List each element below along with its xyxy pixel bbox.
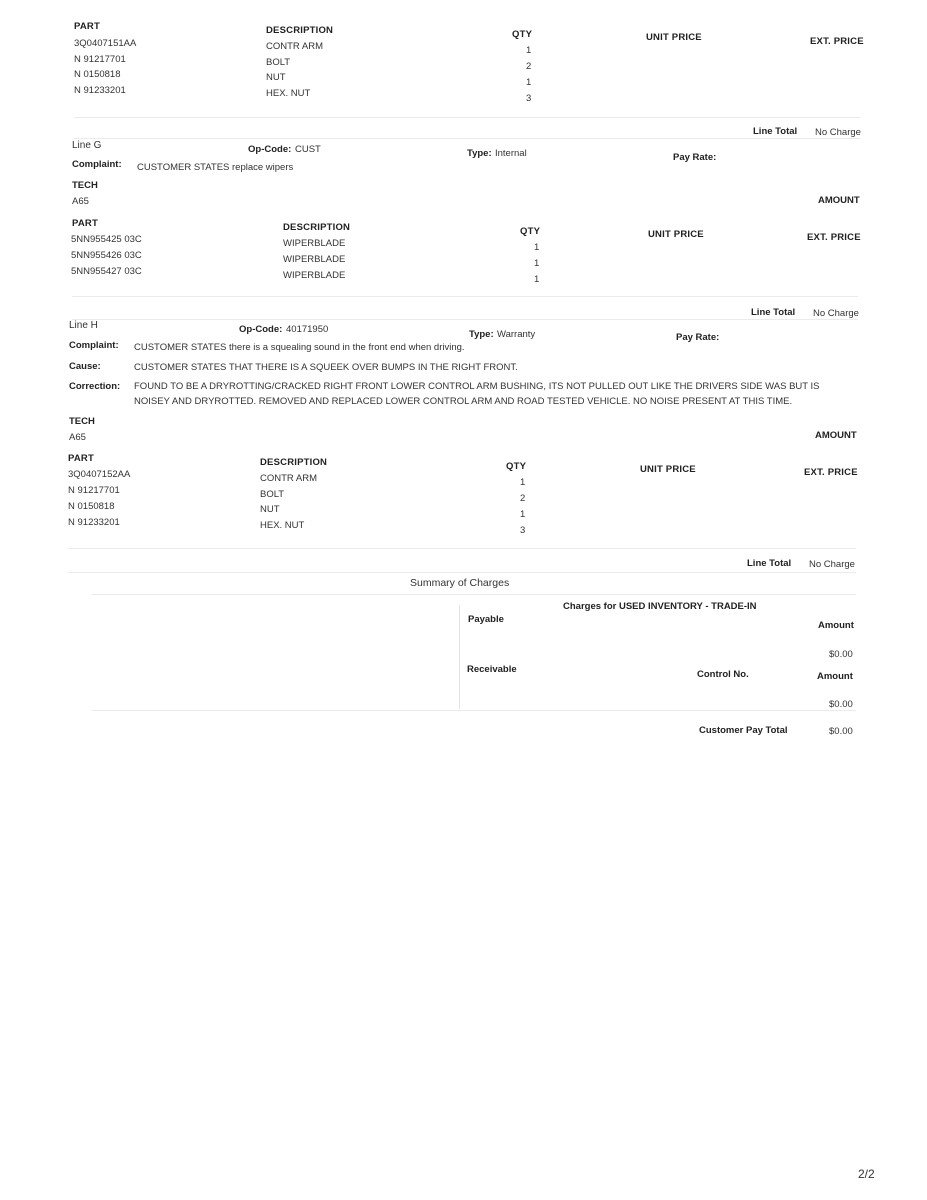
part-description: BOLT xyxy=(260,489,285,500)
qty-header: QTY xyxy=(512,29,533,40)
part-header: PART xyxy=(68,453,94,464)
correction-text-line-1: FOUND TO BE A DRYROTTING/CRACKED RIGHT FRONT LOWER CONTROL ARM BUSHING, ITS NOT PULLED OUT LIKE THE DRIVERS SIDE WAS BUT IS xyxy=(134,381,820,392)
part-description: NUT xyxy=(266,72,286,83)
receivable-amount-label: Amount xyxy=(817,671,853,682)
part-qty: 2 xyxy=(520,493,526,504)
qty-header: QTY xyxy=(520,226,541,237)
receivable-amount: $0.00 xyxy=(829,699,853,710)
part-description: WIPERBLADE xyxy=(283,270,346,281)
opcode-label: Op-Code: xyxy=(248,144,292,155)
customer-pay-total: $0.00 xyxy=(829,726,853,737)
complaint-label: Complaint: xyxy=(69,340,119,351)
part-number: 3Q0407152AA xyxy=(68,469,131,480)
part-number: 5NN955426 03C xyxy=(71,250,142,261)
part-number: N 91217701 xyxy=(68,485,120,496)
pay-rate-label: Pay Rate: xyxy=(673,152,717,163)
line-total-value: No Charge xyxy=(813,308,859,319)
description-header: DESCRIPTION xyxy=(266,25,334,36)
cause-label: Cause: xyxy=(69,361,101,372)
part-qty: 1 xyxy=(520,509,526,520)
part-qty: 1 xyxy=(526,45,532,56)
part-qty: 2 xyxy=(526,61,532,72)
row-divider xyxy=(74,138,860,139)
tech-label: TECH xyxy=(69,416,95,427)
ext-price-header: EXT. PRICE xyxy=(804,467,858,478)
unit-price-header: UNIT PRICE xyxy=(646,32,702,43)
complaint-label: Complaint: xyxy=(72,159,122,170)
part-qty: 1 xyxy=(520,477,526,488)
tech-label: TECH xyxy=(72,180,98,191)
part-number: 3Q0407151AA xyxy=(74,38,137,49)
part-description: NUT xyxy=(260,504,280,515)
type-value: Internal xyxy=(495,148,527,159)
payable-amount: $0.00 xyxy=(829,649,853,660)
line-total-value: No Charge xyxy=(815,127,861,138)
part-number: N 91233201 xyxy=(74,85,126,96)
part-number: N 0150818 xyxy=(68,501,115,512)
row-divider xyxy=(68,572,856,573)
payable-amount-label: Amount xyxy=(818,620,854,631)
correction-label: Correction: xyxy=(69,381,121,392)
part-qty: 1 xyxy=(534,242,540,253)
part-header: PART xyxy=(72,218,98,229)
part-description: BOLT xyxy=(266,57,291,68)
summary-divider xyxy=(92,710,856,711)
summary-title: Summary of Charges xyxy=(410,577,510,589)
control-no-label: Control No. xyxy=(697,669,749,680)
qty-header: QTY xyxy=(506,461,527,472)
payable-label: Payable xyxy=(468,614,504,625)
part-description: HEX. NUT xyxy=(260,520,305,531)
unit-price-header: UNIT PRICE xyxy=(640,464,696,475)
description-header: DESCRIPTION xyxy=(260,457,328,468)
part-number: N 91217701 xyxy=(74,54,126,65)
correction-text-line-2: NOISEY AND DRYROTTED. REMOVED AND REPLACED LOWER CONTROL ARM AND ROAD TESTED VEHICLE. NO NOISE PRESENT AT THIS TIME. xyxy=(134,396,793,407)
type-value: Warranty xyxy=(497,329,536,340)
part-qty: 1 xyxy=(534,258,540,269)
page-number: 2/2 xyxy=(858,1167,875,1181)
receivable-label: Receivable xyxy=(467,664,517,675)
ext-price-header: EXT. PRICE xyxy=(810,36,864,47)
line-total-label: Line Total xyxy=(747,558,792,569)
row-divider xyxy=(72,296,858,297)
part-description: HEX. NUT xyxy=(266,88,311,99)
ext-price-header: EXT. PRICE xyxy=(807,232,861,243)
line-total-label: Line Total xyxy=(751,307,796,318)
part-header: PART xyxy=(74,21,100,32)
part-qty: 3 xyxy=(520,525,526,536)
complaint-text: CUSTOMER STATES replace wipers xyxy=(137,162,294,173)
line-id: Line G xyxy=(72,140,102,151)
type-label: Type: xyxy=(467,148,492,159)
part-number: N 91233201 xyxy=(68,517,120,528)
amount-label: AMOUNT xyxy=(818,195,860,206)
line-total-label: Line Total xyxy=(753,126,798,137)
part-qty: 1 xyxy=(526,77,532,88)
row-divider xyxy=(72,319,858,320)
part-qty: 3 xyxy=(526,93,532,104)
tech-id: A65 xyxy=(69,432,86,443)
unit-price-header: UNIT PRICE xyxy=(648,229,704,240)
summary-column-divider xyxy=(459,605,460,709)
opcode-value: 40171950 xyxy=(286,324,329,335)
description-header: DESCRIPTION xyxy=(283,222,351,233)
complaint-text: CUSTOMER STATES there is a squealing sound in the front end when driving. xyxy=(134,342,465,353)
part-number: 5NN955425 03C xyxy=(71,234,142,245)
tech-id: A65 xyxy=(72,196,89,207)
row-divider xyxy=(68,548,856,549)
charges-for-label: Charges for USED INVENTORY - TRADE-IN xyxy=(563,601,757,612)
part-description: CONTR ARM xyxy=(266,41,323,52)
part-description: WIPERBLADE xyxy=(283,238,346,249)
line-id: Line H xyxy=(69,320,98,331)
opcode-value: CUST xyxy=(295,144,321,155)
amount-label: AMOUNT xyxy=(815,430,857,441)
part-description: WIPERBLADE xyxy=(283,254,346,265)
opcode-label: Op-Code: xyxy=(239,324,283,335)
summary-divider xyxy=(92,594,856,595)
line-total-value: No Charge xyxy=(809,559,855,570)
cause-text: CUSTOMER STATES THAT THERE IS A SQUEEK OVER BUMPS IN THE RIGHT FRONT. xyxy=(134,362,518,373)
type-label: Type: xyxy=(469,329,494,340)
customer-pay-total-label: Customer Pay Total xyxy=(699,725,788,736)
pay-rate-label: Pay Rate: xyxy=(676,332,720,343)
part-number: N 0150818 xyxy=(74,69,121,80)
row-divider xyxy=(74,117,860,118)
part-qty: 1 xyxy=(534,274,540,285)
part-number: 5NN955427 03C xyxy=(71,266,142,277)
part-description: CONTR ARM xyxy=(260,473,317,484)
